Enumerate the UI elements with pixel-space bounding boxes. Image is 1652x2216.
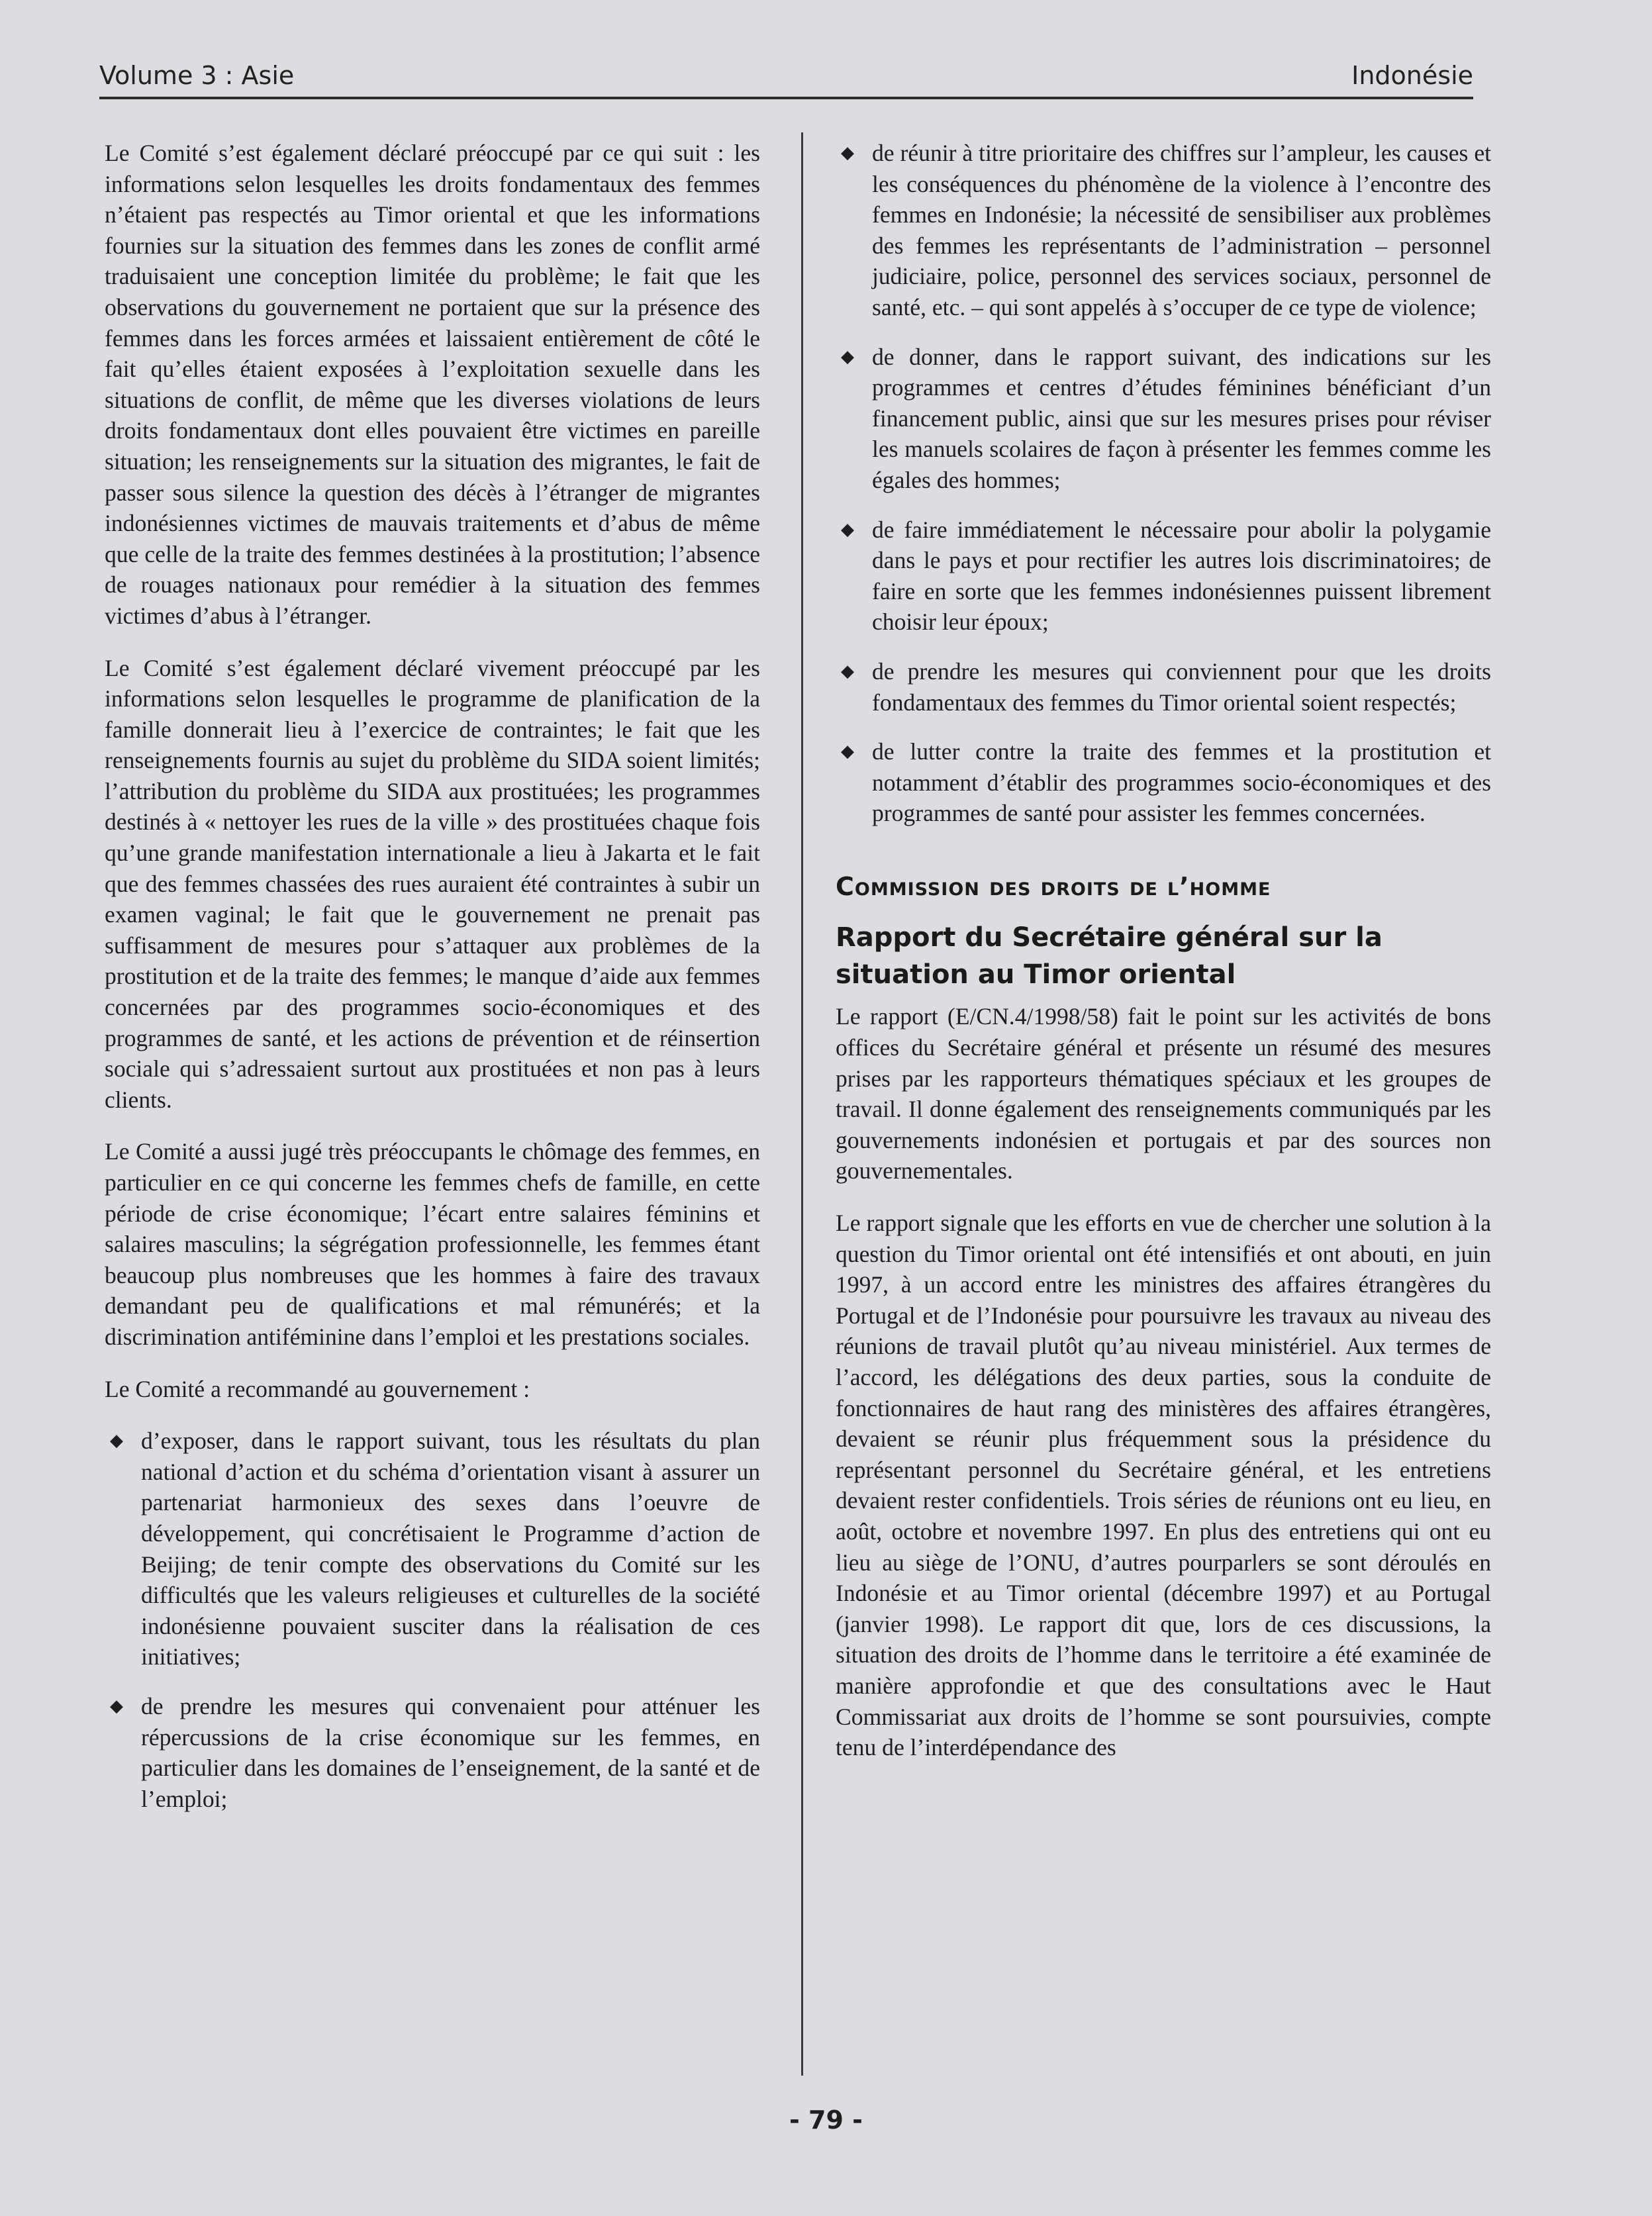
list-item bbox=[836, 736, 1491, 829]
diamond-bullet-icon: ◆ bbox=[841, 346, 854, 366]
paragraph: Le rapport signale que les efforts en vue de chercher une solution à la question du Timor oriental ont été intensifiés et ont abouti, en juin 1997, à un accord entre les ministres des affaires étrangères du Portugal et de l’Indonésie pour poursuivre les travaux au niveau des réunions de travail plutôt qu’au niveau ministériel. Aux termes de l’accord, les délégations des deux parties, sous la conduite de fonctionnaires de haut rang des ministères des affaires étrangères, devaient se réunir plus fréquemment sous la présidence du représentant personnel du Secrétaire général, et les entretiens devaient rester confidentiels. Trois séries de réunions ont eu lieu, en août, octobre et novembre 1997. En plus des entretiens qui ont eu lieu au siège de l’ONU, d’autres pourparlers se sont déroulés en Indonésie et au Timor oriental (décembre 1997) et au Portugal (janvier 1998). Le rapport dit que, lors de ces discussions, la situation des droits de l’homme dans le territoire a été examinée de manière approfondie et que des consultations avec le Haut Commissariat aux droits de l’homme se sont poursuivies, compte tenu de l’interdépendance des bbox=[836, 1210, 1491, 1761]
list-item-text: de réunir à titre prioritaire des chiffres sur l’ampleur, les causes et les conséquences du phénomène de la violence à l’encontre des femmes en Indonésie; la nécessité de sensibiliser aux problèmes des femmes les représentants de l’administration – personnel judiciaire, police, personnel des services sociaux, personnel de santé, etc. – qui sont appelés à s’occuper de ce type de violence; bbox=[872, 140, 1491, 320]
diamond-bullet-icon: ◆ bbox=[110, 1696, 123, 1715]
list-item-text: d’exposer, dans le rapport suivant, tous les résultats du plan national d’action et du schéma d’orientation visant à assurer un partenariat harmonieux des sexes dans l’oeuvre de développement, qui concrétisaient le Programme d’action de Beijing; de tenir compte des observations du Comité sur les difficultés que les valeurs religieuses et culturelles de la société indonésienne pouvaient susciter dans la réalisation de ces initiatives; bbox=[141, 1427, 760, 1670]
list-item bbox=[105, 1691, 760, 1814]
paragraph: Le Comité a recommandé au gouvernement : bbox=[105, 1375, 530, 1402]
list-item bbox=[836, 656, 1491, 718]
column-divider bbox=[801, 132, 803, 2076]
running-header-volume: Volume 3 : Asie bbox=[99, 61, 295, 90]
list-item bbox=[836, 514, 1491, 638]
recommendation-list bbox=[105, 1425, 760, 1814]
list-item-text: de prendre les mesures qui convenaient pour atténuer les répercussions de la crise économique sur les femmes, en particulier dans les domaines de l’enseignement, de la santé et de l’emploi; bbox=[141, 1692, 760, 1812]
header-rule bbox=[99, 97, 1473, 99]
list-item-text: de donner, dans le rapport suivant, des indications sur les programmes et centres d’études féminines bénéficiant d’un financement public, ainsi que sur les mesures prises pour réviser les manuels scolaires de façon à présenter les femmes comme les égales des hommes; bbox=[872, 343, 1491, 493]
right-column bbox=[836, 138, 1491, 1784]
diamond-bullet-icon: ◆ bbox=[841, 742, 854, 761]
paragraph: Le Comité s’est également déclaré vivement préoccupé par les informations selon lesquelles le programme de planification de la famille donnerait lieu à l’exercice de contraintes; le fait que les renseignements fournis au sujet du problème du SIDA soient limités; l’attribution du problème du SIDA aux prostituées; les programmes destinés à « nettoyer les rues de la ville » des prostituées chaque fois qu’une grande manifestation internationale a lieu à Jakarta et le fait que des femmes chassées des rues auraient été contraintes à subir un examen vaginal; le fait que le gouvernement ne prenait pas suffisamment de mesures pour s’attaquer aux problèmes de la prostitution et de la traite des femmes; le manque d’aide aux femmes concernées par des programmes socio-économiques et des programmes de santé, et les actions de prévention et de réinsertion sociale qui s’adressaient surtout aux prostituées et non pas à leurs clients. bbox=[105, 654, 760, 1113]
list-item bbox=[836, 138, 1491, 323]
running-header-country: Indonésie bbox=[1351, 61, 1473, 90]
section-heading: Commission des droits de l’homme bbox=[836, 871, 1271, 901]
diamond-bullet-icon: ◆ bbox=[841, 519, 854, 539]
list-item-text: de faire immédiatement le nécessaire pour abolir la polygamie dans le pays et pour rectifier les autres lois discriminatoires; de faire en sorte que les femmes indonésiennes puissent librement choisir leur époux; bbox=[872, 516, 1491, 636]
sub-heading: Rapport du Secrétaire général sur la situation au Timor oriental bbox=[836, 922, 1383, 990]
diamond-bullet-icon: ◆ bbox=[841, 661, 854, 681]
page-number: - 79 - bbox=[789, 2105, 863, 2135]
diamond-bullet-icon: ◆ bbox=[110, 1431, 123, 1451]
paragraph: Le Comité a aussi jugé très préoccupants le chômage des femmes, en particulier en ce qui concerne les femmes chefs de famille, en cette période de crise économique; l’écart entre salaires féminins et salaires masculins; la ségrégation professionnelle, les femmes étant beaucoup plus nombreuses que les hommes à faire des travaux demandant peu de qualifications et mal rémunérés; et la discrimination antiféminine dans l’emploi et les prestations sociales. bbox=[105, 1138, 760, 1350]
recommendation-list bbox=[836, 138, 1491, 829]
paragraph: Le rapport (E/CN.4/1998/58) fait le point sur les activités de bons offices du Secrétaire général et présente un résumé des mesures prises par les rapporteurs thématiques spéciaux et les groupes de travail. Il donne également des renseignements communiqués par les gouvernements indonésien et portugais et par des sources non gouvernementales. bbox=[836, 1003, 1491, 1184]
list-item bbox=[105, 1425, 760, 1672]
list-item-text: de lutter contre la traite des femmes et la prostitution et notamment d’établir des programmes socio-économiques et des programmes de santé pour assister les femmes concernées. bbox=[872, 738, 1491, 827]
list-item-text: de prendre les mesures qui conviennent pour que les droits fondamentaux des femmes du Timor oriental soient respectés; bbox=[872, 657, 1491, 716]
diamond-bullet-icon: ◆ bbox=[841, 143, 854, 162]
left-column bbox=[105, 138, 760, 1833]
paragraph: Le Comité s’est également déclaré préoccupé par ce qui suit : les informations selon lesquelles les droits fondamentaux des femmes n’étaient pas respectés au Timor oriental et que les informations fournies sur la situation des femmes dans les zones de conflit armé traduisaient une conception limitée du problème; le fait que les observations du gouvernement ne portaient que sur la présence des femmes dans les forces armées et laissaient entièrement de côté le fait qu’elles étaient exposées à l’exploitation sexuelle dans les situations de conflit, de même que les diverses violations de leurs droits fondamentaux dont elles pouvaient être victimes en pareille situation; les renseignements sur la situation des migrantes, le fait de passer sous silence la question des décès à l’étranger de migrantes indonésiennes victimes de mauvais traitements et d’abus de même que celle de la traite des femmes destinées à la prostitution; l’absence de rouages nationaux pour remédier à la situation des femmes victimes d’abus à l’étranger. bbox=[105, 140, 760, 629]
list-item bbox=[836, 342, 1491, 496]
